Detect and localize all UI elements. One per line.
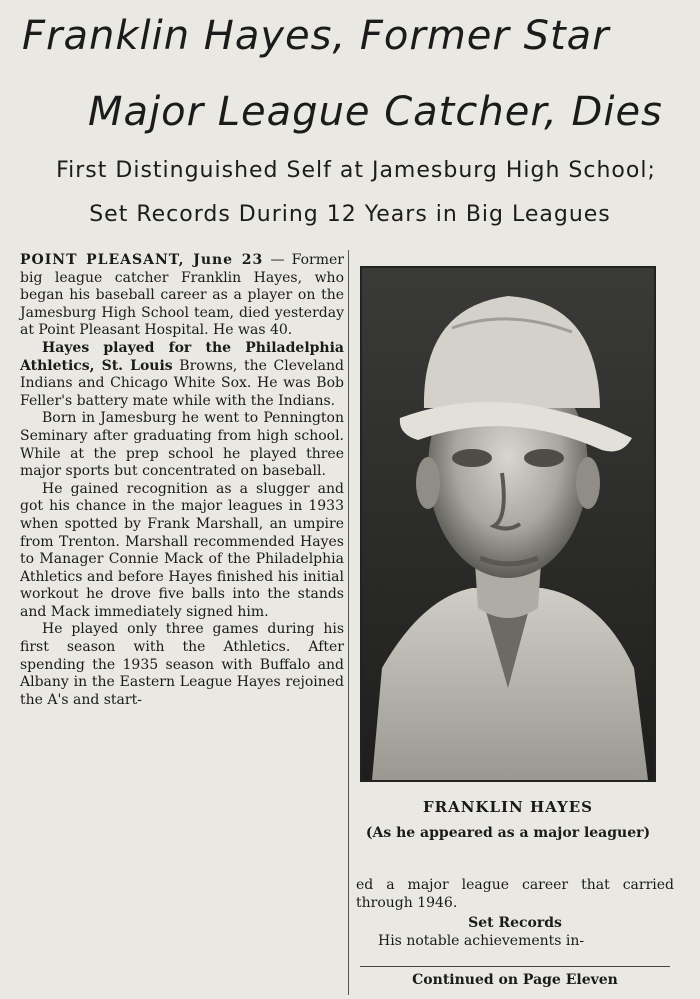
continued-rule: [360, 966, 670, 967]
deck-line-1: First Distinguished Self at Jamesburg High School;: [56, 158, 656, 183]
paragraph-4: He gained recognition as a slugger and got his chance in the major leagues in 1933 when spotted by Frank Marshall, an umpire from Trenton. Marshall recommended Hayes to Manager Connie Mack of the Philadelphia Athletics and before Hayes finished his initial workout he drove five balls into the stands and Mack immediately signed him.: [20, 480, 344, 620]
paragraph-2: [20, 340, 344, 410]
paragraph-1: [20, 252, 344, 340]
paragraph-5: He played only three games during his first season with the Athletics. After spending the 1935 season with Buffalo and Albany in the Eastern League Hayes rejoined the A's and start-: [20, 621, 344, 708]
paragraph-2-bold: Hayes played for the Philadelphia Athletics, St. Louis: [20, 339, 344, 374]
photo-caption-text: (As he appeared as a major leaguer): [365, 825, 651, 841]
subhead-set-records: Set Records: [468, 915, 562, 931]
dateline: POINT PLEASANT, June 23: [20, 252, 264, 268]
continued-on-page: Continued on Page Eleven: [412, 972, 618, 988]
headline-line-1: Franklin Hayes, Former Star: [22, 13, 610, 59]
photo-caption-name: FRANKLIN HAYES: [422, 798, 594, 816]
article-column-right: [356, 876, 674, 950]
column-divider: [348, 250, 349, 995]
portrait-image: [362, 268, 654, 780]
portrait-photo: [360, 266, 656, 782]
article-column-left: [20, 252, 344, 709]
deck-line-2: Set Records During 12 Years in Big Leagues: [89, 202, 611, 227]
paragraph-2-text: Browns, the Cleveland Indians and Chicago White Sox. He was Bob Feller's battery mate while with the Indians.: [20, 357, 345, 409]
paragraph-6: ed a major league career that carried through 1946.: [356, 877, 674, 911]
paragraph-1-text: — Former big league catcher Franklin Hayes, who began his baseball career as a player on the Jamesburg High School team, died yesterday at Point Pleasant Hospital. He was 40.: [20, 252, 344, 339]
paragraph-3: Born in Jamesburg he went to Pennington Seminary after graduating from high school. While at the prep school he played three major sports but concentrated on baseball.: [20, 410, 344, 480]
headline-line-2: Major League Catcher, Dies: [88, 89, 663, 135]
paragraph-7: His notable achievements in-: [378, 933, 585, 949]
